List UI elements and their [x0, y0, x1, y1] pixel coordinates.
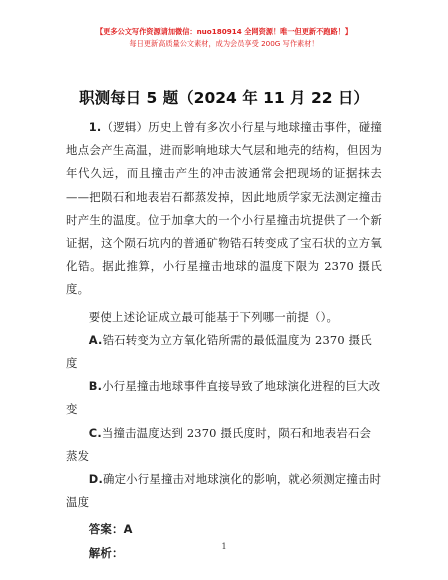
answer-line: 答案：A: [88, 522, 133, 537]
banner-line-2: 每日更新高质量公文素材，成为会员享受 200G 写作素材！: [129, 39, 319, 48]
option-c: [66, 422, 382, 468]
option-label: D.: [88, 472, 103, 487]
option-label: C.: [88, 425, 102, 440]
option-text: 确定小行星撞击对地球演化的影响，就必须测定撞击时温度: [66, 472, 382, 510]
option-text: 锆石转变为立方氧化锆所需的最低温度为 2370 摄氏度: [66, 332, 372, 371]
question-text: （逻辑）历史上曾有多次小行星与地球撞击事件，碰撞地点会产生高温，进而影响地球大气层和地壳的结构，但因为年代久远，而且撞击产生的冲击波通常会把现场的证据抹去——把陨石和地表岩石都蒸发掉，因此地质学家无法测定撞击时产生的温度。位于加拿大的一个小行星撞击坑提供了一个新证据，这个陨石坑内的普通矿物锆石转变成了宝石状的立方氧化锆。据此推算，小行星撞击地球的温度下限为 2370 摄氏度。: [66, 120, 382, 297]
page-title: 职测每日 5 题（2024 年 11 月 22 日）: [79, 89, 369, 107]
question-prompt: 要使上述论证成立最可能基于下列哪一前提（）。: [88, 309, 339, 324]
option-text: 小行星撞击地球事件直接导致了地球演化进程的巨大改变: [66, 379, 381, 417]
question-body: [66, 116, 382, 565]
analysis-line: 解析：: [88, 545, 124, 560]
option-d: [66, 468, 382, 514]
question-number: 1.: [88, 120, 102, 134]
question-stem: [66, 116, 382, 302]
option-a: [66, 329, 382, 375]
page-number: 1: [221, 542, 227, 551]
option-label: A.: [88, 332, 103, 347]
option-text: 当撞击温度达到 2370 摄氏度时，陨石和地表岩石会蒸发: [66, 425, 372, 463]
option-b: [66, 375, 382, 421]
header-banner: [0, 26, 448, 50]
banner-line-1: 【更多公文写作资源请加微信：nuo180914 全网资源！唯一但更新不跑路！】: [95, 27, 353, 36]
option-label: B.: [88, 379, 103, 394]
